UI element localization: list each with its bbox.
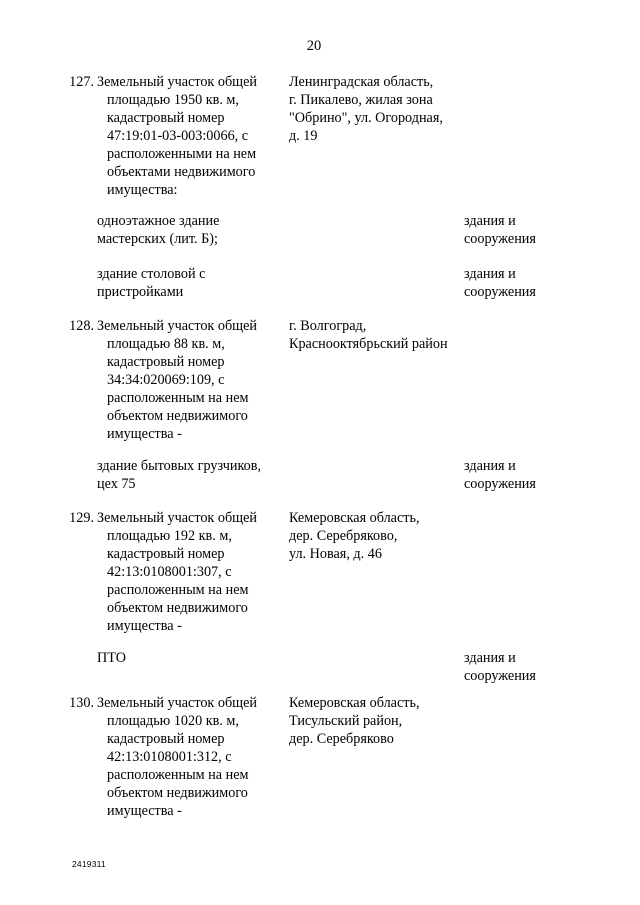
address-line: дер. Серебряково <box>289 731 394 747</box>
plot-address <box>289 509 420 563</box>
object-type-line: здания и <box>464 266 516 282</box>
description-line: объектом недвижимого <box>107 785 248 801</box>
object-name-line: пристройками <box>97 284 184 300</box>
description-line: площадью 1950 кв. м, <box>107 92 239 108</box>
page-number: 20 <box>306 38 322 54</box>
description-line: расположенным на нем <box>107 767 249 783</box>
description-line: Земельный участок общей <box>97 695 257 711</box>
object-name <box>97 457 261 493</box>
object-type-line: сооружения <box>464 284 536 300</box>
object-name-line: здание бытовых грузчиков, <box>97 458 261 474</box>
object-name-line: ПТО <box>97 650 126 666</box>
entry-number: 127. <box>69 74 94 90</box>
description-line: объектом недвижимого <box>107 408 248 424</box>
document-code: 2419311 <box>72 859 106 869</box>
description-line: объектами недвижимого <box>107 164 256 180</box>
object-type-line: здания и <box>464 213 516 229</box>
address-line: г. Пикалево, жилая зона <box>289 92 433 108</box>
object-type <box>464 265 536 301</box>
description-line: площадью 192 кв. м, <box>107 528 232 544</box>
description-line: имущества - <box>107 803 182 819</box>
object-type-line: сооружения <box>464 231 536 247</box>
description-line: 47:19:01-03-003:0066, с <box>107 128 249 144</box>
object-type <box>464 649 536 685</box>
description-line: 42:13:0108001:307, с <box>107 564 232 580</box>
object-name <box>97 265 205 301</box>
object-name-line: цех 75 <box>97 476 136 492</box>
description-line: Земельный участок общей <box>97 74 257 90</box>
object-name-line: здание столовой с <box>97 266 206 282</box>
plot-description <box>97 694 257 820</box>
address-line: Кемеровская область, <box>289 510 420 526</box>
description-line: кадастровый номер <box>107 546 225 562</box>
description-line: кадастровый номер <box>107 110 225 126</box>
plot-description <box>97 317 257 443</box>
object-name <box>97 649 126 667</box>
description-line: 34:34:020069:109, с <box>107 372 225 388</box>
description-line: объектом недвижимого <box>107 600 248 616</box>
object-type <box>464 212 536 248</box>
description-line: площадью 88 кв. м, <box>107 336 225 352</box>
description-line: Земельный участок общей <box>97 510 257 526</box>
plot-address <box>289 694 420 748</box>
description-line: имущества: <box>107 182 178 198</box>
address-line: Ленинградская область, <box>289 74 434 90</box>
description-line: имущества - <box>107 618 182 634</box>
plot-description <box>97 73 257 199</box>
address-line: ул. Новая, д. 46 <box>289 546 382 562</box>
object-type <box>464 457 536 493</box>
object-name-line: мастерских (лит. Б); <box>97 231 218 247</box>
object-name <box>97 212 219 248</box>
address-line: г. Волгоград, <box>289 318 367 334</box>
entry-number: 130. <box>69 695 94 711</box>
description-line: расположенным на нем <box>107 390 249 406</box>
description-line: кадастровый номер <box>107 731 225 747</box>
object-type-line: сооружения <box>464 668 536 684</box>
address-line: Тисульский район, <box>289 713 403 729</box>
object-name-line: одноэтажное здание <box>97 213 220 229</box>
address-line: Краснооктябрьский район <box>289 336 448 352</box>
object-type-line: здания и <box>464 458 516 474</box>
object-type-line: здания и <box>464 650 516 666</box>
address-line: дер. Серебряково, <box>289 528 398 544</box>
entry-number: 128. <box>69 318 94 334</box>
description-line: расположенными на нем <box>107 146 257 162</box>
object-type-line: сооружения <box>464 476 536 492</box>
description-line: расположенным на нем <box>107 582 249 598</box>
address-line: д. 19 <box>289 128 318 144</box>
address-line: Кемеровская область, <box>289 695 420 711</box>
description-line: 42:13:0108001:312, с <box>107 749 232 765</box>
description-line: кадастровый номер <box>107 354 225 370</box>
address-line: "Обрино", ул. Огородная, <box>289 110 443 126</box>
entry-number: 129. <box>69 510 94 526</box>
description-line: имущества - <box>107 426 182 442</box>
description-line: площадью 1020 кв. м, <box>107 713 239 729</box>
description-line: Земельный участок общей <box>97 318 257 334</box>
plot-address <box>289 317 448 353</box>
plot-address <box>289 73 443 145</box>
plot-description <box>97 509 257 635</box>
